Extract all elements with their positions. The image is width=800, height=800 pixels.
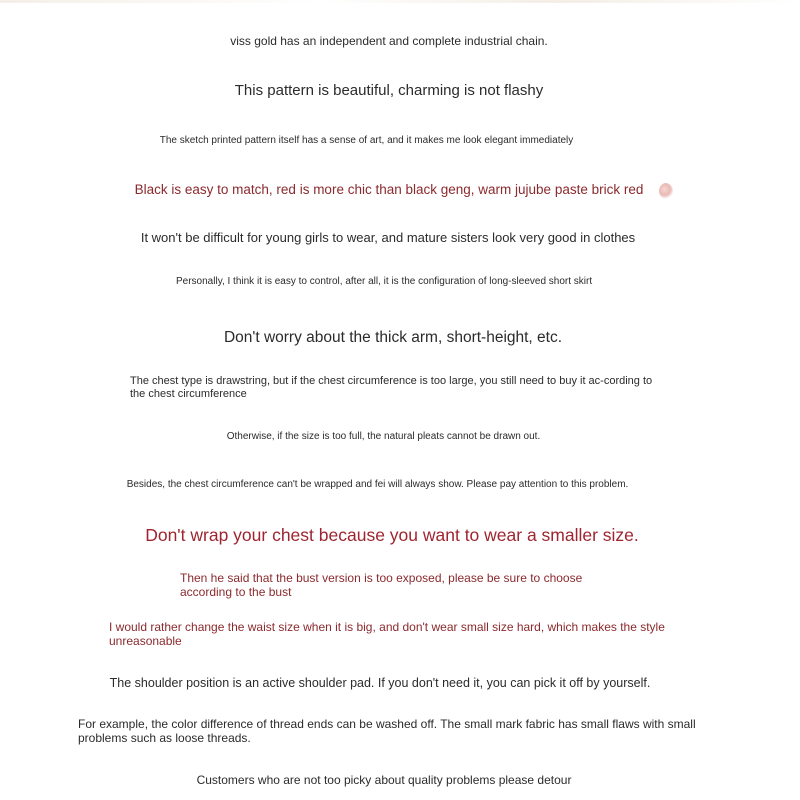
text-line-chest-drawstring: The chest type is drawstring, but if the chest circumference is too large, you still need to buy it ac-cording to the chest circumference bbox=[130, 375, 653, 400]
text-line-customers-detour: Customers who are not too picky about quality problems please detour bbox=[196, 773, 572, 787]
text-line-pattern-beautiful: This pattern is beautiful, charming is not flashy bbox=[234, 82, 544, 99]
text-line-thick-arm: Don't worry about the thick arm, short-height, etc. bbox=[223, 329, 563, 346]
text-line-black-red: Black is easy to match, red is more chic than black geng, warm jujube paste brick red bbox=[134, 182, 644, 197]
text-line-waist-size: I would rather change the waist size when it is big, and don't wear small size hard, which makes the style unreasonable bbox=[109, 620, 665, 648]
text-line-easy-to-control: Personally, I think it is easy to control, after all, it is the configuration of long-sleeved short skirt bbox=[176, 276, 593, 287]
text-line-shoulder-pad: The shoulder position is an active shoulder pad. If you don't need it, you can pick it off by yourself. bbox=[109, 676, 651, 690]
text-line-chest-wrapped: Besides, the chest circumference can't be wrapped and fei will always show. Please pay attention to this problem. bbox=[126, 479, 629, 490]
text-line-bust-exposed: Then he said that the bust version is too exposed, please be sure to choose according to the bust bbox=[180, 571, 583, 599]
text-line-industrial-chain: viss gold has an independent and complete industrial chain. bbox=[230, 34, 548, 48]
text-line-sketch-pattern: The sketch printed pattern itself has a sense of art, and it makes me look elegant immediately bbox=[159, 135, 574, 146]
text-line-dont-wrap-chest: Don't wrap your chest because you want to wear a smaller size. bbox=[145, 525, 639, 545]
text-line-size-too-full: Otherwise, if the size is too full, the natural pleats cannot be drawn out. bbox=[226, 431, 541, 442]
decorative-dot bbox=[659, 183, 673, 199]
top-decorative-strip bbox=[0, 0, 800, 3]
text-line-color-difference: For example, the color difference of thread ends can be washed off. The small mark fabric has small flaws with small problems such as loose threads. bbox=[78, 717, 696, 745]
text-line-young-girls: It won't be difficult for young girls to wear, and mature sisters look very good in clothes bbox=[140, 230, 636, 245]
